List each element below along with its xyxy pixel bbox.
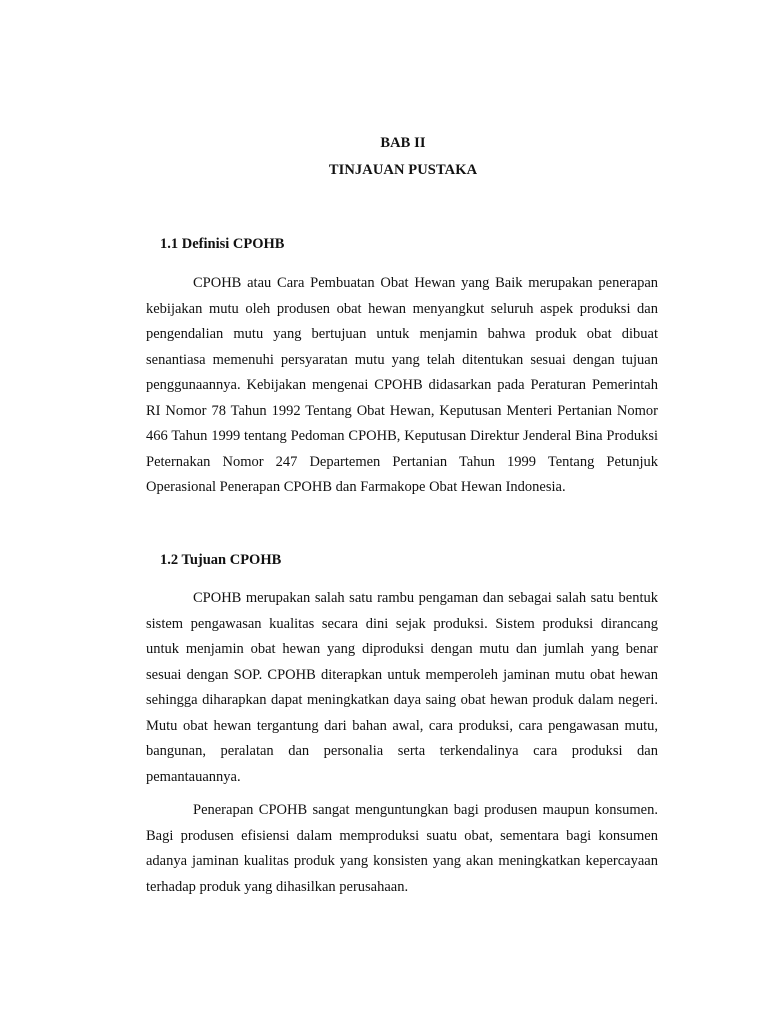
chapter-number: BAB II <box>380 135 426 151</box>
paragraph-tujuan-2: Penerapan CPOHB sangat menguntungkan bagi produsen maupun konsumen. Bagi produsen efisiensi dalam memproduksi suatu obat, sementara bagi konsumen adanya jaminan kualitas produk yang konsisten yang akan meningkatkan kepercayaan terhadap produk yang dihasilkan perusahaan. <box>146 802 658 895</box>
section-heading-definisi: 1.1 Definisi CPOHB <box>160 236 285 252</box>
section-heading-tujuan: 1.2 Tujuan CPOHB <box>160 552 282 568</box>
paragraph-tujuan-1: CPOHB merupakan salah satu rambu pengaman dan sebagai salah satu bentuk sistem pengawasan kualitas secara dini sejak produksi. Sistem produksi dirancang untuk menjamin obat hewan yang diproduksi dengan mutu dan jumlah yang benar sesuai dengan SOP. CPOHB diterapkan untuk memperoleh jaminan mutu obat hewan sehingga diharapkan dapat meningkatkan daya saing obat hewan produk dalam negeri. Mutu obat hewan tergantung dari bahan awal, cara produksi, cara pengawasan mutu, bangunan, peralatan dan personalia serta terkendalinya cara produksi dan pemantauannya. <box>146 590 658 785</box>
paragraph-definisi: CPOHB atau Cara Pembuatan Obat Hewan yang Baik merupakan penerapan kebijakan mutu oleh produsen obat hewan menyangkut seluruh aspek produksi dan pengendalian mutu yang bertujuan untuk menjamin bahwa produk obat dibuat senantiasa memenuhi persyaratan mutu yang telah ditentukan sesuai dengan tujuan penggunaannya. Kebijakan mengenai CPOHB didasarkan pada Peraturan Pemerintah RI Nomor 78 Tahun 1992 Tentang Obat Hewan, Keputusan Menteri Pertanian Nomor 466 Tahun 1999 tentang Pedoman CPOHB, Keputusan Direktur Jenderal Bina Produksi Peternakan Nomor 247 Departemen Pertanian Tahun 1999 Tentang Petunjuk Operasional Penerapan CPOHB dan Farmakope Obat Hewan Indonesia. <box>146 275 658 495</box>
chapter-title: TINJAUAN PUSTAKA <box>328 162 478 178</box>
